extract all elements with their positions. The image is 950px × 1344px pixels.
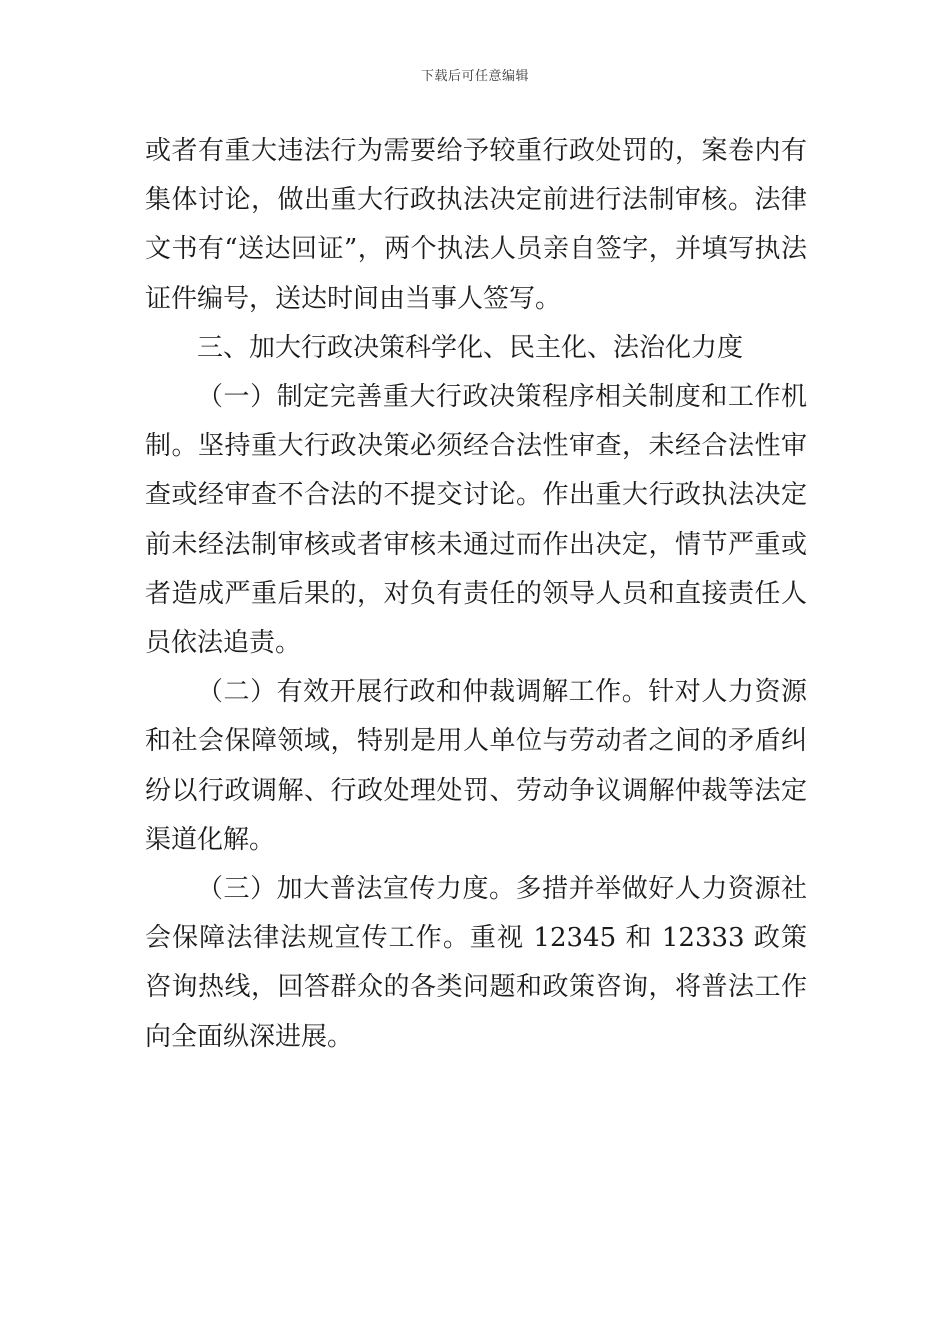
section-heading-3: 三、加大行政决策科学化、民主化、法治化力度	[197, 332, 744, 363]
paragraph-item-2: （二）有效开展行政和仲裁调解工作。针对人力资源和社会保障领域，特别是用人单位与劳动者之间的矛盾纠纷以行政调解、行政处理处罚、劳动争议调解仲裁等法定渠道化解。	[145, 677, 807, 855]
paragraph-item-3: （三）加大普法宣传力度。多措并举做好人力资源社会保障法律法规宣传工作。重视 12345 和 12333 政策咨询热线，回答群众的各类问题和政策咨询，将普法工作向全面纵深进展。	[145, 874, 807, 1052]
paragraph-continuation: 或者有重大违法行为需要给予较重行政处罚的，案卷内有集体讨论，做出重大行政执法决定前进行法制审核。法律文书有“送达回证”，两个执法人员亲自签字，并填写执法证件编号，送达时间由当事人签写。	[145, 136, 807, 314]
document-body	[145, 127, 807, 1062]
paragraph-item-1: （一）制定完善重大行政决策程序相关制度和工作机制。坚持重大行政决策必须经合法性审查，未经合法性审查或经审查不合法的不提交讨论。作出重大行政执法决定前未经法制审核或者审核未通过而作出决定，情节严重或者造成严重后果的，对负有责任的领导人员和直接责任人员依法追责。	[145, 382, 807, 659]
page-header: 下载后可任意编辑	[420, 69, 529, 84]
